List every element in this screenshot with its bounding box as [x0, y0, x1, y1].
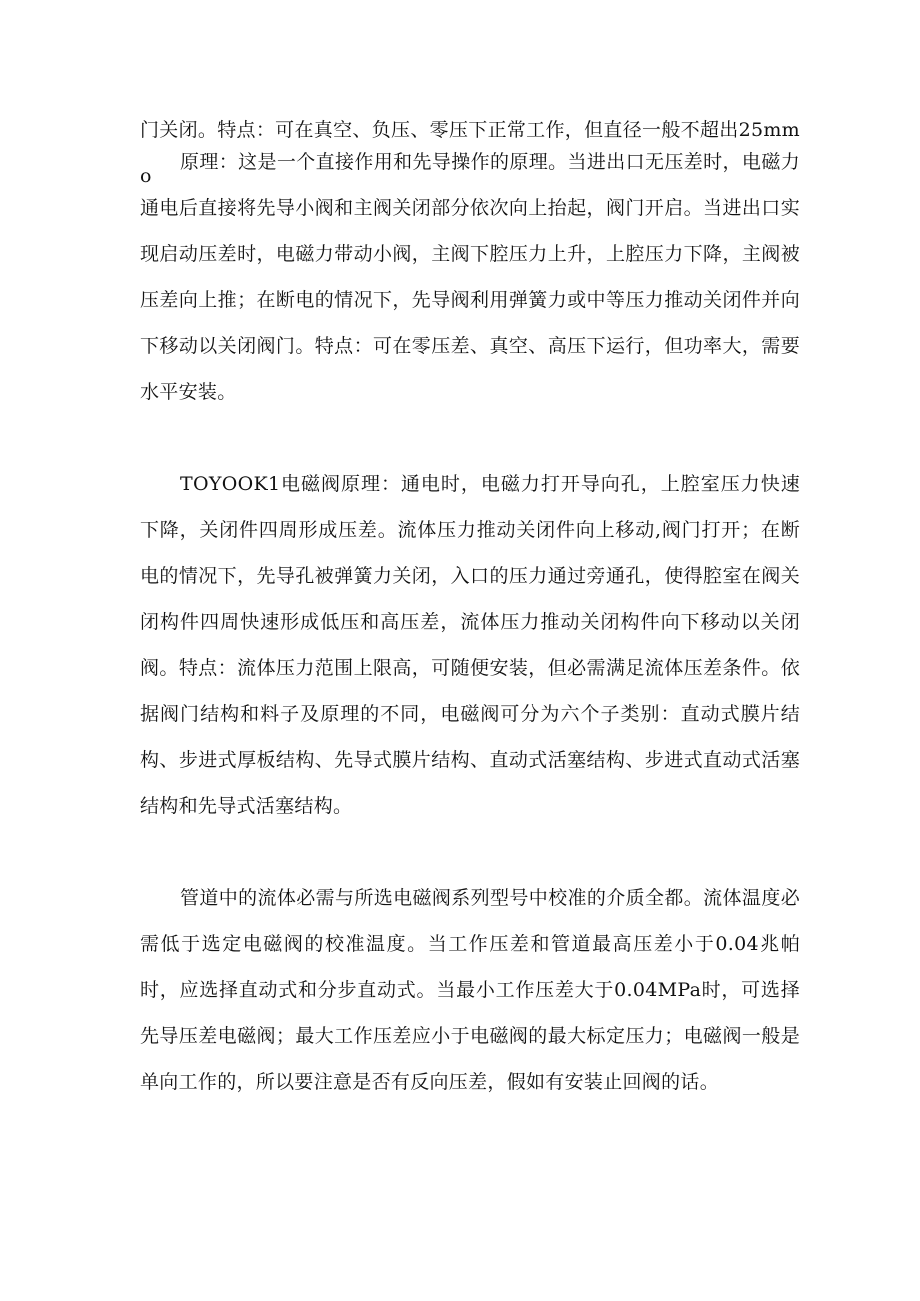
paragraph-principle: 原理：这是一个直接作用和先导操作的原理。当进出口无压差时，电磁力通电后直接将先导小阀和主阀关闭部分依次向上抬起，阀门开启。当进出口实现启动压差时，电磁力带动小阀，主阀下腔压力上升，上腔压力下降，主阀被压差向上推；在断电的情况下，先导阀利用弹簧力或中等压力推动关闭件并向下移动以关闭阀门。特点：可在零压差、真空、高压下运行，但功率大，需要水平安装。 — [140, 151, 800, 403]
paragraph-continuation: 门关闭。特点：可在真空、负压、零压下正常工作，但直径一般不超出25mmo — [140, 119, 800, 187]
paragraph-toyook-principle: TOYOOK1电磁阀原理：通电时，电磁力打开导向孔，上腔室压力快速下降，关闭件四周形成压差。流体压力推动关闭件向上移动,阀门打开；在断电的情况下，先导孔被弹簧力关闭，入口的压力通过旁通孔，使得腔室在阀关闭构件四周快速形成低压和高压差，流体压力推动关闭构件向下移动以关闭阀。特点：流体压力范围上限高，可随便安装，但必需满足流体压差条件。依据阀门结构和料子及原理的不同，电磁阀可分为六个子类别：直动式膜片结构、步进式厚板结构、先导式膜片结构、直动式活塞结构、步进式直动式活塞结构和先导式活塞结构。 — [140, 473, 800, 817]
paragraph-selection: 管道中的流体必需与所选电磁阀系列型号中校准的介质全都。流体温度必需低于选定电磁阀的校准温度。当工作压差和管道最高压差小于0.04兆帕时，应选择直动式和分步直动式。当最小工作压差大于0.04MPa时，可选择先导压差电磁阀；最大工作压差应小于电磁阀的最大标定压力；电磁阀一般是单向工作的，所以要注意是否有反向压差，假如有安装止回阀的话。 — [140, 887, 800, 1093]
